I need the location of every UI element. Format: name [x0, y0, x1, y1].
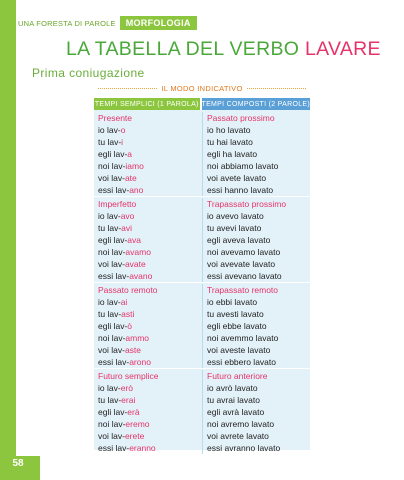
verb-form: egli ha lavato	[207, 149, 258, 159]
verb-form: egli avrà lavato	[207, 407, 265, 417]
compound-tense-name: Trapassato prossimo	[207, 199, 287, 209]
verb-ending: i	[121, 137, 124, 147]
column-header-compound: TEMPI COMPOSTI (2 PAROLE)	[202, 98, 311, 110]
verb-form	[98, 148, 202, 160]
verb-stem: egli lav-	[98, 321, 128, 331]
compound-tense-name: Passato prossimo	[207, 113, 275, 123]
verb-ending: ano	[129, 185, 144, 195]
simple-tense-column	[94, 198, 202, 282]
compound-tense-column	[202, 284, 310, 368]
verb-form	[98, 136, 202, 148]
compound-tense-name: Futuro anteriore	[207, 371, 268, 381]
verb-form: io avrò lavato	[207, 383, 258, 393]
verb-ending: ammo	[125, 333, 150, 343]
verb-form: noi avevamo lavato	[207, 247, 281, 257]
verb-stem: tu lav-	[98, 309, 122, 319]
verb-stem: noi lav-	[98, 333, 126, 343]
verb-ending: eranno	[129, 443, 156, 453]
verb-form	[98, 234, 202, 246]
verb-form: voi avevate lavato	[207, 259, 276, 269]
verb-form	[98, 418, 202, 430]
verb-form	[98, 308, 202, 320]
simple-tense-name: Futuro semplice	[98, 371, 159, 381]
series-title: UNA FORESTA DI PAROLE	[18, 18, 116, 28]
verb-form	[98, 246, 202, 258]
verb-form: noi avremo lavato	[207, 419, 275, 429]
verb-form	[98, 320, 202, 332]
verb-ending: erà	[127, 407, 140, 417]
verb-stem: essi lav-	[98, 271, 130, 281]
verb-form: io ho lavato	[207, 125, 251, 135]
verb-form: noi abbiamo lavato	[207, 161, 279, 171]
verb-stem: tu lav-	[98, 395, 122, 405]
verb-ending: avo	[120, 211, 135, 221]
verb-ending: avano	[129, 271, 153, 281]
verb-ending: arono	[129, 357, 151, 367]
tense-group	[94, 284, 310, 368]
verb-form: tu avrai lavato	[207, 395, 260, 405]
mode-heading	[94, 84, 310, 93]
verb-stem: voi lav-	[98, 345, 125, 355]
verb-form	[98, 258, 202, 270]
compound-tense-name: Trapassato remoto	[207, 285, 279, 295]
verb-stem: egli lav-	[98, 149, 128, 159]
compound-tense-column	[202, 198, 310, 282]
column-headers	[94, 98, 310, 110]
mode-rule-right	[247, 88, 306, 89]
verb-form	[98, 382, 202, 394]
tense-group	[94, 112, 310, 196]
page-number: 58	[12, 457, 24, 469]
verb-form	[98, 406, 202, 418]
verb-form: io avevo lavato	[207, 211, 264, 221]
verb-stem: noi lav-	[98, 419, 126, 429]
verb-form	[98, 442, 202, 454]
verb-ending: avamo	[125, 247, 151, 257]
verb-ending: eremo	[125, 419, 150, 429]
verb-stem: tu lav-	[98, 137, 122, 147]
verb-ending: ò	[127, 321, 133, 331]
verb-form: tu hai lavato	[207, 137, 253, 147]
verb-form	[98, 270, 202, 282]
mode-label: IL MODO INDICATIVO	[161, 84, 243, 93]
verb-ending: avi	[121, 223, 133, 233]
simple-tense-name: Passato remoto	[98, 285, 158, 295]
verb-ending: avate	[124, 259, 146, 269]
verb-ending: erete	[124, 431, 145, 441]
conjugation-table	[94, 110, 310, 453]
left-sidebar-stripe	[0, 0, 16, 480]
verb-form	[98, 430, 202, 442]
verb-form: noi avemmo lavato	[207, 333, 279, 343]
verb-stem: essi lav-	[98, 185, 130, 195]
title-main: LA TABELLA DEL VERBO	[66, 38, 305, 60]
verb-ending: ai	[120, 297, 128, 307]
simple-tense-name: Presente	[98, 113, 133, 123]
verb-stem: voi lav-	[98, 431, 125, 441]
verb-form: essi hanno lavato	[207, 185, 274, 195]
verb-stem: io lav-	[98, 211, 121, 221]
verb-form	[98, 222, 202, 234]
title-verb: LAVARE	[304, 38, 381, 60]
simple-tense-column	[94, 370, 202, 454]
verb-form	[98, 356, 202, 368]
verb-ending: erai	[121, 395, 136, 405]
verb-form: essi avranno lavato	[207, 443, 281, 453]
verb-form: egli aveva lavato	[207, 235, 271, 245]
verb-form	[98, 124, 202, 136]
verb-form	[98, 394, 202, 406]
verb-form: io ebbi lavato	[207, 297, 258, 307]
verb-stem: io lav-	[98, 383, 121, 393]
verb-stem: essi lav-	[98, 443, 130, 453]
verb-ending: ava	[127, 235, 142, 245]
verb-ending: asti	[121, 309, 135, 319]
group-divider	[94, 282, 310, 283]
simple-tense-column	[94, 284, 202, 368]
section-label: MORFOLOGIA	[120, 16, 197, 30]
verb-form	[98, 296, 202, 308]
verb-stem: egli lav-	[98, 235, 128, 245]
verb-form: tu avesti lavato	[207, 309, 264, 319]
verb-stem: essi lav-	[98, 357, 130, 367]
verb-form: voi avrete lavato	[207, 431, 269, 441]
verb-form	[98, 172, 202, 184]
page-number-box	[12, 456, 40, 480]
verb-ending: erò	[120, 383, 133, 393]
verb-stem: noi lav-	[98, 247, 126, 257]
group-divider	[94, 368, 310, 369]
tense-group	[94, 370, 310, 454]
verb-form	[98, 344, 202, 356]
page-title	[66, 38, 381, 61]
conjugation-subtitle: Prima coniugazione	[32, 66, 145, 80]
verb-form: essi avevano lavato	[207, 271, 282, 281]
compound-tense-column	[202, 370, 310, 454]
verb-form	[98, 210, 202, 222]
verb-stem: io lav-	[98, 125, 121, 135]
verb-form	[98, 184, 202, 196]
verb-form: essi ebbero lavato	[207, 357, 276, 367]
verb-ending: o	[120, 125, 126, 135]
header-bar	[16, 16, 194, 30]
verb-form: voi aveste lavato	[207, 345, 271, 355]
verb-stem: egli lav-	[98, 407, 128, 417]
verb-ending: ate	[124, 173, 137, 183]
verb-form: tu avevi lavato	[207, 223, 262, 233]
compound-tense-column	[202, 112, 310, 196]
verb-stem: voi lav-	[98, 173, 125, 183]
verb-form: voi avete lavato	[207, 173, 267, 183]
simple-tense-column	[94, 112, 202, 196]
verb-ending: iamo	[125, 161, 144, 171]
verb-ending: aste	[124, 345, 142, 355]
verb-ending: a	[127, 149, 133, 159]
verb-stem: noi lav-	[98, 161, 126, 171]
verb-stem: voi lav-	[98, 259, 125, 269]
verb-form	[98, 332, 202, 344]
column-header-simple: TEMPI SEMPLICI (1 PAROLA)	[94, 98, 200, 110]
verb-form: egli ebbe lavato	[207, 321, 267, 331]
simple-tense-name: Imperfetto	[98, 199, 137, 209]
mode-rule-left	[98, 88, 157, 89]
verb-stem: io lav-	[98, 297, 121, 307]
group-divider	[94, 196, 310, 197]
verb-form	[98, 160, 202, 172]
tense-group	[94, 198, 310, 282]
verb-stem: tu lav-	[98, 223, 122, 233]
